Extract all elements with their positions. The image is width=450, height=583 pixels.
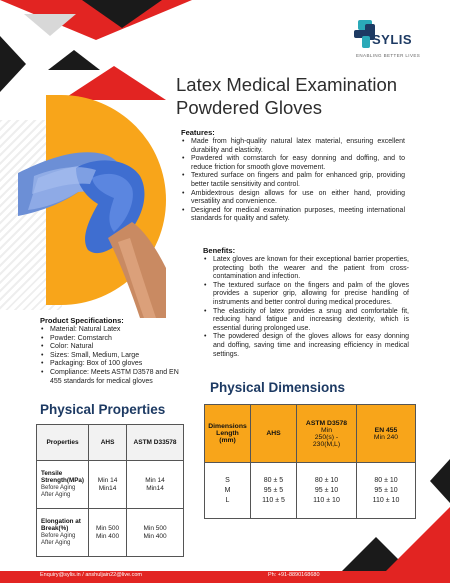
list-item: • Sizes: Small, Medium, Large bbox=[40, 352, 180, 361]
physical-dimensions-table bbox=[204, 404, 416, 519]
footer-bar bbox=[0, 571, 450, 583]
column-header: AHS bbox=[89, 425, 127, 461]
property-condition: Before Aging bbox=[41, 484, 76, 491]
header-sub: 250(s) - bbox=[314, 433, 339, 441]
astm-cell bbox=[297, 463, 357, 519]
list-item: • Textured surface on fingers and palm for enhanced grip, providing better tactile sensitivity and control. bbox=[181, 172, 405, 189]
value: Min 500 bbox=[96, 525, 120, 532]
list-item: • The textured surface on the fingers and palm of the gloves provides a superior grip, allowing for precise handling of instruments and better control during medical procedures. bbox=[203, 282, 409, 308]
table-row bbox=[37, 461, 184, 509]
property-condition: Before Aging bbox=[41, 532, 76, 539]
en-cell bbox=[357, 463, 416, 519]
physical-properties-table bbox=[36, 424, 184, 557]
value: Min 14 bbox=[97, 477, 118, 484]
value: Min 400 bbox=[96, 532, 120, 540]
ahs-cell bbox=[251, 463, 297, 519]
value: L bbox=[225, 496, 230, 504]
header-sub: Min 240 bbox=[373, 433, 399, 441]
black-triangle-decoration bbox=[0, 36, 26, 92]
column-header: Properties bbox=[37, 425, 89, 461]
list-item: • Packaging: Box of 100 gloves bbox=[40, 360, 180, 369]
list-item: • Latex gloves are known for their exceptional barrier properties, protecting both the wearer and the patient from cross-contamination and infection. bbox=[203, 256, 409, 282]
property-cell bbox=[37, 509, 89, 557]
property-condition: After Aging bbox=[41, 540, 71, 546]
list-item: • Material: Natural Latex bbox=[40, 326, 180, 335]
value: 80 ± 10 bbox=[314, 476, 339, 484]
value: S bbox=[225, 476, 230, 484]
list-item: • Ambidextrous design allows for use on either hand, providing versatility and convenience. bbox=[181, 190, 405, 207]
astm-cell bbox=[127, 461, 184, 509]
specifications-list bbox=[40, 326, 180, 386]
table-header-row bbox=[205, 405, 416, 463]
value: 95 ± 5 bbox=[263, 486, 284, 494]
value: Min 500 bbox=[143, 525, 167, 532]
value: 95 ± 10 bbox=[374, 486, 398, 494]
list-item: • The powdered design of the gloves allows for easy donning and doffing, saving time and increasing efficiency in medical settings. bbox=[203, 333, 409, 359]
benefits-list bbox=[203, 256, 409, 359]
features-heading: Features: bbox=[181, 128, 215, 137]
table-header-row bbox=[37, 425, 184, 461]
physical-dimensions-title: Physical Dimensions bbox=[210, 380, 346, 395]
footer-email[interactable]: Enquiry@sylis.in / anshuljain22@live.com bbox=[40, 572, 142, 578]
value: 110 ± 5 bbox=[262, 496, 285, 504]
black-triangle-decoration bbox=[430, 459, 450, 503]
header-main: EN 455 bbox=[374, 426, 398, 434]
list-item: • Color: Natural bbox=[40, 343, 180, 352]
brand-name: SYLIS bbox=[372, 32, 413, 47]
title-line-2: Powdered Gloves bbox=[176, 97, 323, 118]
header-main: ASTM D3578 bbox=[305, 419, 348, 427]
table-row bbox=[205, 463, 416, 519]
property-cell bbox=[37, 461, 89, 509]
astm-cell bbox=[127, 509, 184, 557]
gloved-hands-image bbox=[18, 118, 166, 318]
benefits-heading: Benefits: bbox=[203, 246, 236, 255]
list-item: • Designed for medical examination purposes, meeting international standards for quality and safety. bbox=[181, 207, 405, 224]
black-triangle-decoration bbox=[82, 0, 162, 28]
value: 80 ± 5 bbox=[263, 476, 284, 484]
specifications-section bbox=[40, 316, 180, 386]
value: 110 ± 10 bbox=[372, 496, 400, 504]
title-line-1: Latex Medical Examination bbox=[176, 74, 398, 95]
footer-phone[interactable]: Ph: +91-8890168680 bbox=[268, 572, 320, 578]
column-header: AHS bbox=[251, 405, 297, 463]
physical-properties-title: Physical Properties bbox=[40, 402, 166, 417]
red-triangle-decoration bbox=[62, 66, 166, 100]
benefits-section bbox=[203, 246, 409, 359]
features-section bbox=[181, 128, 405, 224]
list-item: • Compliance: Meets ASTM D3578 and EN 455 standards for medical gloves bbox=[40, 369, 180, 386]
specifications-heading: Product Specifications: bbox=[40, 316, 124, 325]
value: 95 ± 10 bbox=[314, 486, 339, 494]
column-header bbox=[297, 405, 357, 463]
list-item: • Powder: Cornstarch bbox=[40, 335, 180, 344]
features-list bbox=[181, 138, 405, 224]
ahs-cell bbox=[89, 461, 127, 509]
page-title bbox=[176, 73, 446, 119]
property-condition: After Aging bbox=[41, 492, 71, 498]
ahs-cell bbox=[89, 509, 127, 557]
size-cell bbox=[205, 463, 251, 519]
list-item: • Made from high-quality natural latex material, ensuring excellent durability and elasticity. bbox=[181, 138, 405, 155]
value: Min 14 bbox=[145, 477, 165, 484]
property-name: Tensile Strength(MPa) bbox=[41, 469, 85, 484]
list-item: • The elasticity of latex provides a snug and comfortable fit, reducing hand fatigue and increasing dexterity, which is essential during prolonged use. bbox=[203, 308, 409, 334]
header-sub: Min bbox=[321, 426, 332, 434]
property-name: Elongation at Break(%) bbox=[41, 517, 81, 532]
value: Min14 bbox=[98, 484, 117, 492]
list-item: • Powdered with cornstarch for easy donning and doffing, and to reduce friction for smooth glove movement. bbox=[181, 155, 405, 172]
column-header: Dimensions Length (mm) bbox=[205, 405, 251, 463]
header-sub: 230(M,L) bbox=[312, 440, 341, 448]
grey-triangle-decoration bbox=[24, 14, 76, 36]
table-row bbox=[37, 509, 184, 557]
value: 80 ± 10 bbox=[374, 476, 398, 484]
value: M bbox=[224, 486, 231, 494]
value: Min 400 bbox=[143, 532, 167, 540]
column-header: ASTM D33578 bbox=[127, 425, 184, 461]
brand-tagline: ENABLING BETTER LIVES bbox=[356, 53, 421, 58]
column-header bbox=[357, 405, 416, 463]
value: 110 ± 10 bbox=[313, 496, 340, 504]
value: Min14 bbox=[146, 484, 164, 492]
